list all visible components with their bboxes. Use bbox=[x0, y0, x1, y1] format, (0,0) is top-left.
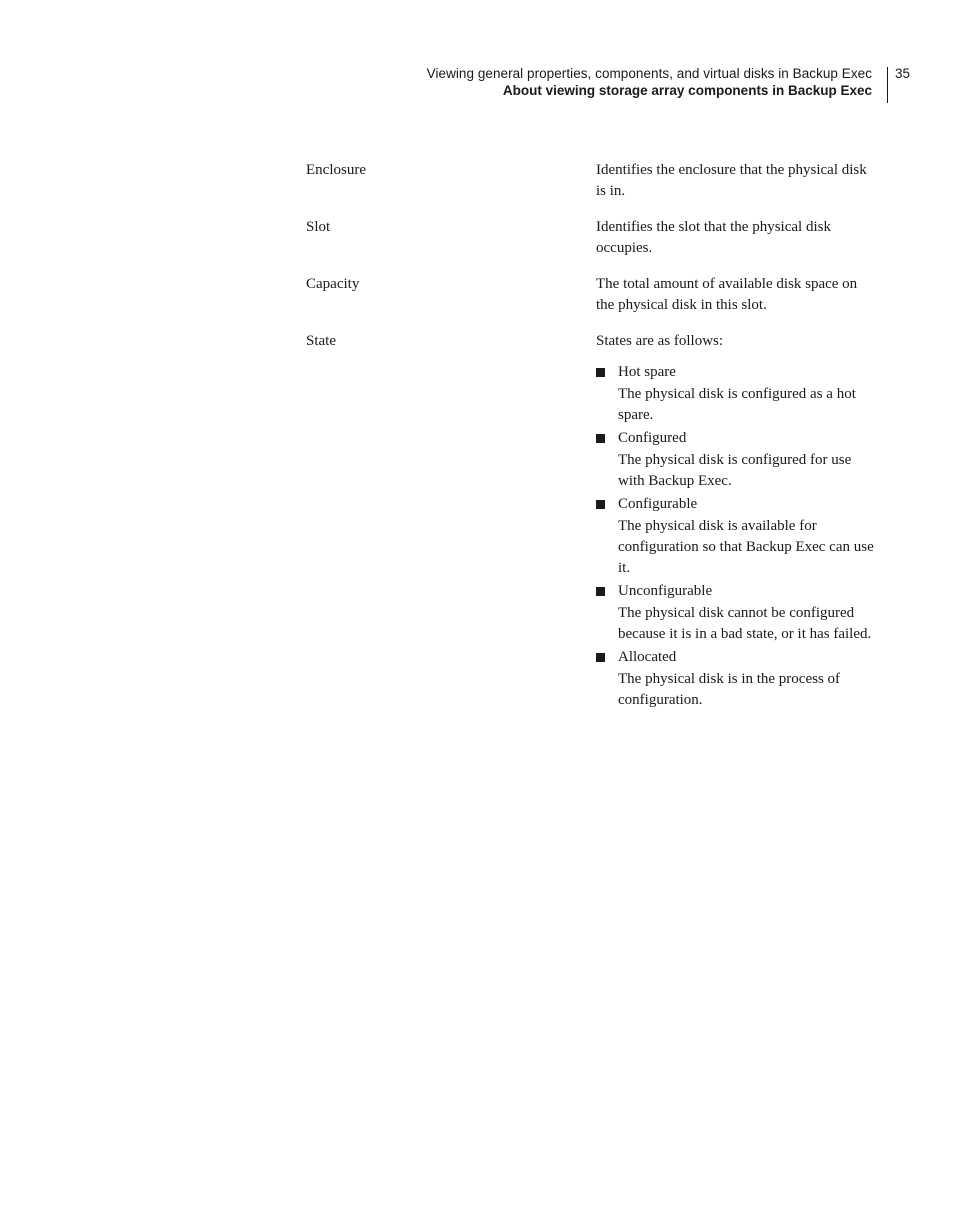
definition-table bbox=[306, 160, 886, 728]
term-description bbox=[596, 331, 876, 713]
state-list bbox=[596, 362, 876, 711]
term-label: Capacity bbox=[306, 276, 360, 292]
state-name: Configured bbox=[618, 430, 687, 446]
description-text: The total amount of available disk space on the physical disk in this slot. bbox=[596, 276, 858, 313]
term-description bbox=[596, 274, 876, 316]
square-bullet-icon bbox=[596, 587, 605, 596]
list-item bbox=[596, 647, 876, 711]
square-bullet-icon bbox=[596, 500, 605, 509]
term-label: Enclosure bbox=[306, 162, 366, 178]
page-number: 35 bbox=[895, 66, 911, 81]
state-description: The physical disk is configured for use with Backup Exec. bbox=[618, 452, 852, 489]
list-item bbox=[596, 581, 876, 645]
state-name: Configurable bbox=[618, 496, 698, 512]
section-title: About viewing storage array components in Backup Exec bbox=[502, 83, 872, 98]
term-description bbox=[596, 217, 876, 259]
header-divider bbox=[887, 67, 888, 103]
list-item bbox=[596, 428, 876, 492]
definition-row-capacity bbox=[306, 274, 886, 316]
chapter-title: Viewing general properties, components, and virtual disks in Backup Exec bbox=[426, 66, 872, 81]
definition-row-enclosure bbox=[306, 160, 886, 202]
square-bullet-icon bbox=[596, 434, 605, 443]
definition-row-slot bbox=[306, 217, 886, 259]
description-text: States are as follows: bbox=[596, 333, 724, 349]
state-description: The physical disk is configured as a hot spare. bbox=[618, 386, 856, 423]
description-text: Identifies the slot that the physical disk occupies. bbox=[596, 219, 831, 256]
state-description: The physical disk cannot be configured because it is in a bad state, or it has failed. bbox=[618, 605, 872, 642]
definition-row-state bbox=[306, 331, 886, 713]
state-name: Unconfigurable bbox=[618, 583, 713, 599]
square-bullet-icon bbox=[596, 368, 605, 377]
state-description: The physical disk is available for configuration so that Backup Exec can use it. bbox=[618, 518, 874, 576]
term-label: Slot bbox=[306, 219, 331, 235]
square-bullet-icon bbox=[596, 653, 605, 662]
term-description bbox=[596, 160, 876, 202]
state-name: Hot spare bbox=[618, 364, 676, 380]
state-name: Allocated bbox=[618, 649, 677, 665]
term-label: State bbox=[306, 333, 336, 349]
list-item bbox=[596, 494, 876, 579]
state-description: The physical disk is in the process of configuration. bbox=[618, 671, 841, 708]
list-item bbox=[596, 362, 876, 426]
running-header bbox=[427, 65, 879, 99]
description-text: Identifies the enclosure that the physical disk is in. bbox=[596, 162, 867, 199]
